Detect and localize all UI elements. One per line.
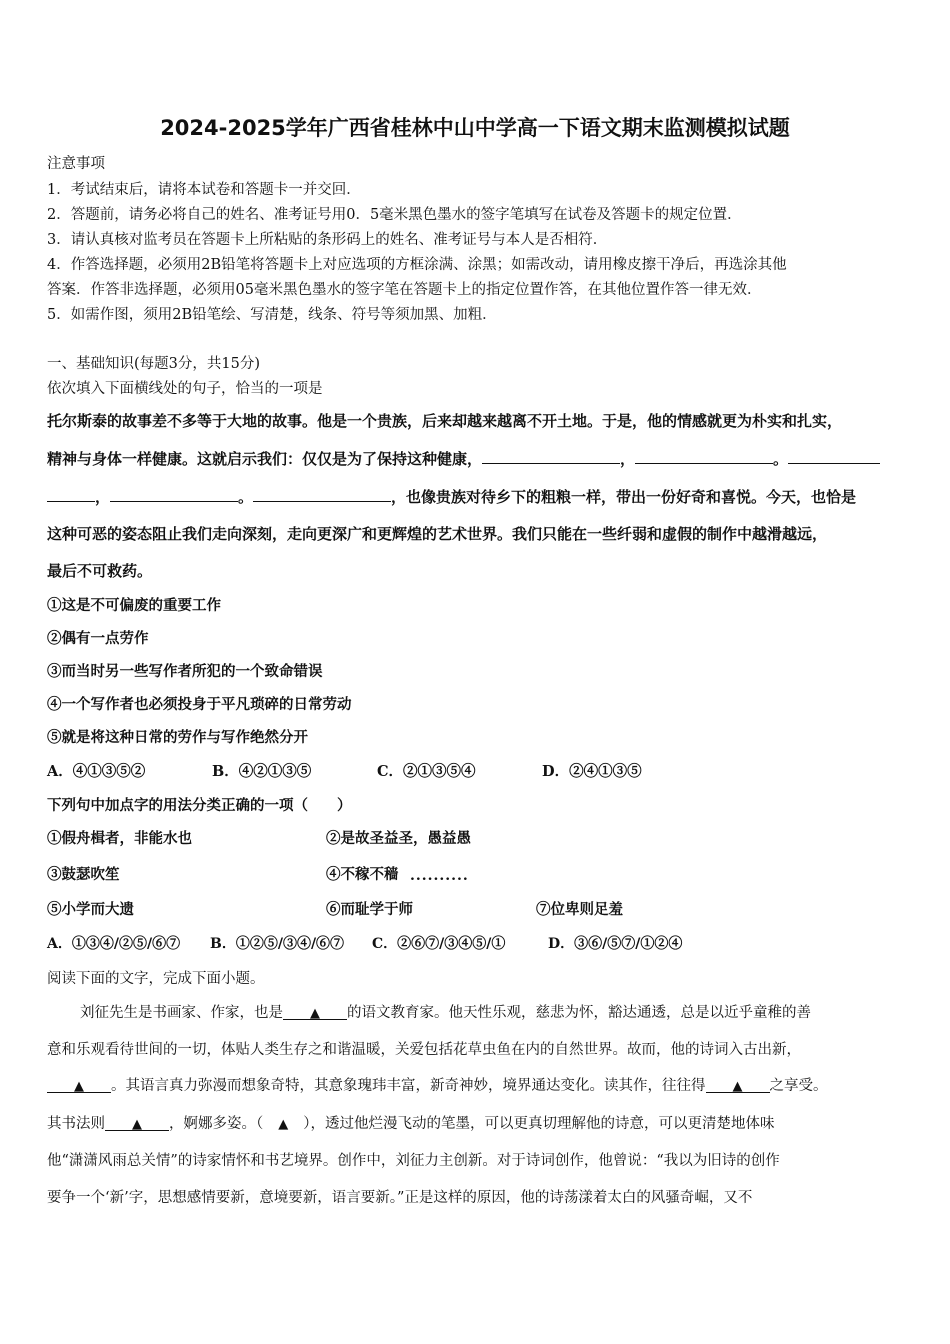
reading-text: 。其语言真力弥漫而想象奇特，其意象瑰玮丰富，新奇神妙，境界通达变化。读其作，往往得: [111, 1078, 706, 1094]
notice-item-1: 1．考试结束后，请将本试卷和答题卡一并交回．: [47, 182, 361, 198]
passage-line-2: [47, 448, 880, 469]
notice-item-4-cont: 答案．作答非选择题，必须用05毫米黑色墨水的签字笔在答题卡上的指定位置作答，在其他位置作答一律无效．: [47, 282, 762, 298]
answer-blank: [47, 487, 95, 502]
q2-item-1: ①假舟楫者，非能水也: [47, 830, 192, 847]
reading-line-1: [80, 1001, 811, 1022]
passage-line-4: 这种可恶的姿态阻止我们走向深刻，走向更深广和更辉煌的艺术世界。我们只能在一些纤弱和虚假的制作中越滑越远，: [47, 525, 828, 543]
reading-line-3: [47, 1074, 828, 1095]
reading-blank: [283, 1005, 347, 1020]
q2-item-7: ⑦位卑则足羞: [536, 901, 623, 918]
q2-item-5: ⑤小学而大遗: [47, 901, 134, 918]
notice-item-5: 5．如需作图，须用2B铅笔绘、写清楚，线条、符号等须加黑、加粗．: [47, 307, 497, 323]
page-title: 2024-2025学年广西省桂林中山中学高一下语文期末监测模拟试题: [160, 116, 790, 140]
passage-line-1: 托尔斯泰的故事差不多等于大地的故事。他是一个贵族，后来却越来越离不开土地。于是，他的情感就更为朴实和扎实，: [47, 412, 843, 430]
reading-line-6: 要争一个‘新’字，思想感情要新，意境要新，语言要新。”正是这样的原因，他的诗荡漾着太白的风骚奇崛，又不: [47, 1190, 753, 1206]
sentence-item-5: ⑤就是将这种日常的劳作与写作绝然分开: [47, 729, 308, 746]
sentence-item-4: ④一个写作者也必须投身于平凡琐碎的日常劳动: [47, 696, 352, 713]
sentence-item-2: ②偶有一点劳作: [47, 630, 149, 647]
punct: ，: [95, 488, 111, 506]
q2-item-6: ⑥而耻学于师: [326, 901, 413, 918]
reading-text: ），透过他烂漫飞动的笔墨，可以更真切理解他的诗意，可以更清楚地体味: [303, 1116, 775, 1132]
reading-line-2: 意和乐观看待世间的一切，体贴人类生存之和谐温暖，关爱包括花草虫鱼在内的自然世界。故而，他的诗词入古出新，: [47, 1042, 801, 1058]
q2-option-a: A．①③④/②⑤/⑥⑦: [47, 936, 181, 952]
q2-item-2: ②是故圣益圣，愚益愚: [326, 830, 471, 847]
q2-item-3: ③鼓瑟吹笙: [47, 866, 120, 883]
answer-blank: [635, 449, 773, 464]
sentence-item-3: ③而当时另一些写作者所犯的一个致命错误: [47, 663, 323, 680]
notice-item-4: 4．作答选择题，必须用2B铅笔将答题卡上对应选项的方框涂满、涂黑；如需改动，请用橡皮擦干净后，再选涂其他: [47, 257, 787, 273]
triangle-icon: ▲: [732, 1079, 743, 1094]
answer-blank: [253, 487, 391, 502]
q2-item-4: ④不稼不穑: [326, 866, 399, 883]
option-b: B．④②①③⑤: [212, 763, 312, 780]
punct: 。: [238, 488, 254, 506]
triangle-icon: ▲: [310, 1006, 320, 1021]
reading-text: 其书法则: [47, 1116, 105, 1132]
answer-blank: [110, 487, 238, 502]
triangle-icon: ▲: [132, 1117, 142, 1132]
passage-text: 精神与身体一样健康。这就启示我们：仅仅是为了保持这种健康，: [47, 450, 483, 468]
q2-option-b: B．①②⑤/③④/⑥⑦: [210, 936, 345, 952]
option-c: C．②①③⑤④: [377, 763, 476, 780]
reading-blank: [105, 1116, 169, 1131]
reading-gap: [263, 1116, 303, 1132]
notice-item-2: 2．答题前，请务必将自己的姓名、准考证号用0．5毫米黑色墨水的签字笔填写在试卷及答题卡的规定位置．: [47, 207, 742, 223]
passage-line-3: [47, 486, 856, 507]
sentence-item-1: ①这是不可偏废的重要工作: [47, 597, 221, 614]
question-stem-1: 依次填入下面横线处的句子，恰当的一项是: [47, 381, 323, 397]
reading-blank: [706, 1078, 770, 1093]
triangle-icon: ▲: [278, 1117, 289, 1132]
q2-option-d: D．③⑥/⑤⑦/①②④: [548, 936, 683, 952]
passage-text: ，也像贵族对待乡下的粗粮一样，带出一份好奇和喜悦。今天，也恰是: [391, 488, 857, 506]
emphasis-dots: ..........: [410, 868, 469, 884]
reading-line-4: [47, 1112, 775, 1133]
passage-line-5: 最后不可救药。: [47, 562, 153, 580]
triangle-icon: ▲: [74, 1079, 84, 1094]
question-stem-2: 下列句中加点字的用法分类正确的一项（ ）: [47, 797, 352, 814]
reading-intro: 阅读下面的文字，完成下面小题。: [47, 971, 265, 987]
punct: 。: [773, 450, 789, 468]
reading-text: ，婀娜多姿。（: [169, 1116, 264, 1132]
reading-text: 之享受。: [769, 1078, 828, 1094]
option-a: A．④①③⑤②: [47, 763, 146, 780]
reading-blank: [47, 1078, 111, 1093]
notice-item-3: 3．请认真核对监考员在答题卡上所粘贴的条形码上的姓名、准考证号与本人是否相符．: [47, 232, 608, 248]
answer-blank: [482, 449, 620, 464]
punct: ，: [620, 450, 636, 468]
section-heading: 一、基础知识(每题3分，共15分): [47, 356, 260, 372]
notice-heading: 注意事项: [47, 156, 105, 172]
option-d: D．②④①③⑤: [542, 763, 642, 780]
reading-text: 的语文教育家。他天性乐观，慈悲为怀，豁达通透，总是以近乎童稚的善: [347, 1005, 811, 1021]
answer-blank: [788, 449, 880, 464]
reading-text: 刘征先生是书画家、作家，也是: [80, 1005, 283, 1021]
q2-option-c: C．②⑥⑦/③④⑤/①: [372, 936, 506, 952]
reading-line-5: 他“潇潇风雨总关情”的诗家情怀和书艺境界。创作中，刘征力主创新。对于诗词创作，他曾说：“我以为旧诗的创作: [47, 1153, 780, 1169]
